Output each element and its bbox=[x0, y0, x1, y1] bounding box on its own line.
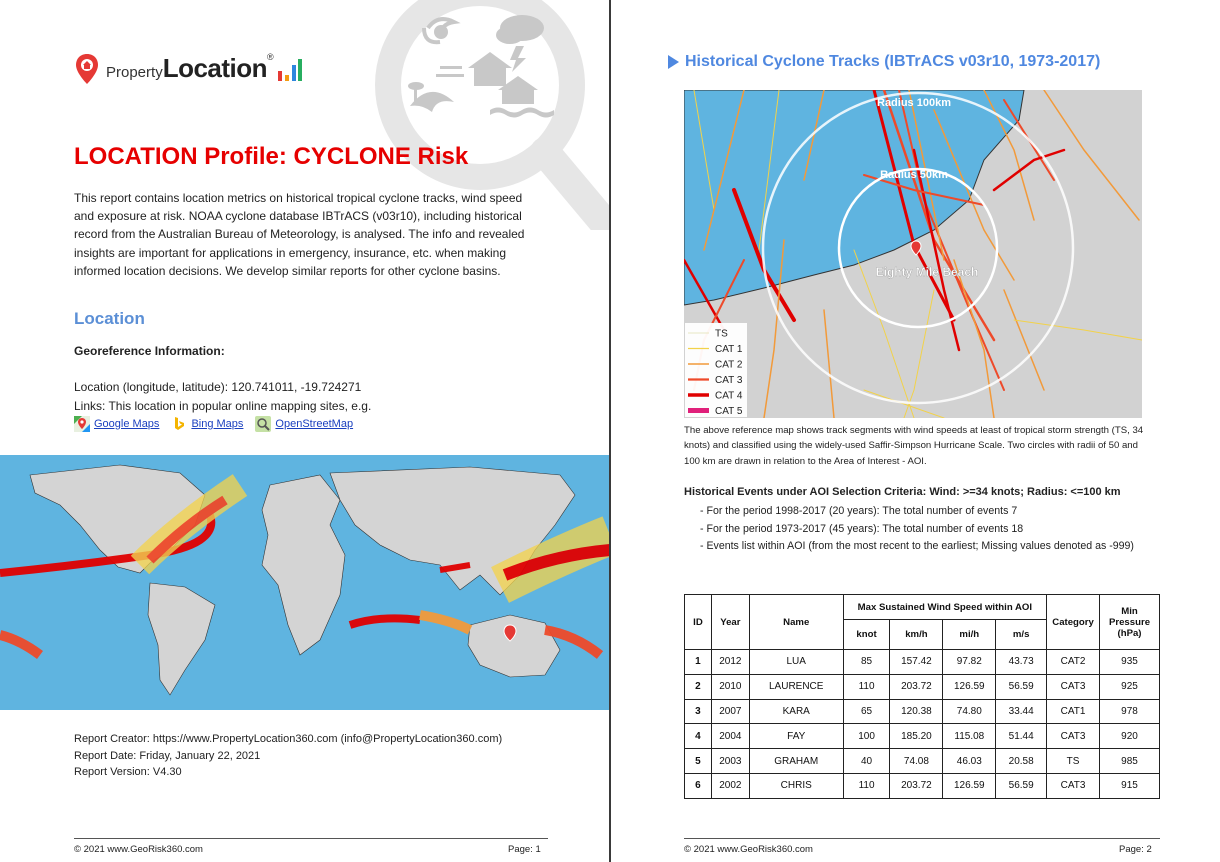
cell-kmh: 185.20 bbox=[890, 724, 943, 749]
bing-maps-link[interactable] bbox=[171, 416, 243, 432]
propertylocation-logo bbox=[76, 50, 302, 84]
col-header-id: ID bbox=[685, 595, 712, 650]
report-date: Report Date: Friday, January 22, 2021 bbox=[74, 749, 261, 762]
section-heading bbox=[668, 53, 1100, 71]
cell-year: 2012 bbox=[711, 650, 749, 675]
bing-maps-label: Bing Maps bbox=[191, 418, 244, 430]
legend-label: CAT 4 bbox=[715, 390, 743, 402]
section-heading-text: Historical Cyclone Tracks (IBTrACS v03r10, 1973-2017) bbox=[685, 53, 1101, 70]
footer-copyright: © 2021 www.GeoRisk360.com bbox=[684, 844, 813, 855]
events-summary-item: - For the period 1998-2017 (20 years): The total number of events 7 bbox=[700, 505, 1018, 517]
bing-icon bbox=[171, 416, 187, 432]
cell-id: 1 bbox=[685, 650, 712, 675]
cell-category: CAT2 bbox=[1047, 650, 1100, 675]
map-links bbox=[74, 416, 353, 432]
cell-name: LUA bbox=[749, 650, 843, 675]
col-header-knot: knot bbox=[843, 620, 890, 650]
events-summary-item: - For the period 1973-2017 (45 years): The total number of events 18 bbox=[700, 522, 1024, 535]
page-divider bbox=[609, 0, 611, 862]
cell-name: CHRIS bbox=[749, 773, 843, 798]
table-row bbox=[685, 749, 1160, 774]
cell-kmh: 74.08 bbox=[890, 749, 943, 774]
col-header-pressure: Min Pressure (hPa) bbox=[1100, 595, 1160, 650]
cell-id: 6 bbox=[685, 773, 712, 798]
cell-ms: 20.58 bbox=[996, 749, 1047, 774]
radius-50km-label: Radius 50km bbox=[880, 169, 948, 181]
regional-cyclone-tracks-map bbox=[684, 90, 1142, 418]
cell-id: 4 bbox=[685, 724, 712, 749]
cell-name: KARA bbox=[749, 699, 843, 724]
cell-kmh: 157.42 bbox=[890, 650, 943, 675]
events-summary-item: - Events list within AOI (from the most recent to the earliest; Missing values denoted as -999) bbox=[700, 540, 1134, 552]
cell-ms: 56.59 bbox=[996, 674, 1047, 699]
cell-knot: 110 bbox=[843, 674, 890, 699]
cell-kmh: 203.72 bbox=[890, 773, 943, 798]
cell-kmh: 120.38 bbox=[890, 699, 943, 724]
cell-knot: 100 bbox=[843, 724, 890, 749]
cell-mih: 126.59 bbox=[943, 674, 996, 699]
legend-label: CAT 3 bbox=[715, 375, 743, 386]
cell-knot: 110 bbox=[843, 773, 890, 798]
legend-label: CAT 5 bbox=[715, 406, 743, 417]
footer-page-number: Page: 2 bbox=[1119, 844, 1152, 855]
table-row bbox=[685, 724, 1160, 749]
col-header-name: Name bbox=[749, 595, 843, 650]
cell-mih: 126.59 bbox=[943, 773, 996, 798]
google-maps-icon bbox=[74, 416, 90, 432]
intro-paragraph: This report contains location metrics on historical tropical cyclone tracks, wind speed and exposure at risk. NOAA cyclone database IBTrACS (v03r10), including historical record from the Australian Bureau of Meteorology, is analysed. The info and revealed insights are important for applications in emergency, insurance, etc. when making informed location decisions. We develop similar reports for other cyclone basins. bbox=[74, 191, 525, 278]
col-header-mih: mi/h bbox=[943, 620, 996, 650]
cell-ms: 51.44 bbox=[996, 724, 1047, 749]
cell-category: CAT3 bbox=[1047, 724, 1100, 749]
cell-name: GRAHAM bbox=[749, 749, 843, 774]
footer-rule bbox=[74, 838, 548, 839]
openstreetmap-icon bbox=[255, 416, 271, 432]
cell-knot: 85 bbox=[843, 650, 890, 675]
world-cyclone-tracks-map bbox=[0, 455, 610, 710]
cell-kmh: 203.72 bbox=[890, 674, 943, 699]
logo-registered-mark: ® bbox=[267, 52, 274, 62]
col-header-wind-group: Max Sustained Wind Speed within AOI bbox=[843, 595, 1046, 620]
events-table bbox=[684, 594, 1160, 799]
footer-copyright: © 2021 www.GeoRisk360.com bbox=[74, 844, 203, 855]
col-header-kmh: km/h bbox=[890, 620, 943, 650]
footer-rule bbox=[684, 838, 1160, 839]
legend-label: CAT 1 bbox=[715, 344, 743, 355]
cell-pressure: 978 bbox=[1100, 699, 1160, 724]
cell-pressure: 920 bbox=[1100, 724, 1160, 749]
col-header-ms: m/s bbox=[996, 620, 1047, 650]
cell-name: LAURENCE bbox=[749, 674, 843, 699]
cell-ms: 33.44 bbox=[996, 699, 1047, 724]
table-row bbox=[685, 699, 1160, 724]
cell-mih: 46.03 bbox=[943, 749, 996, 774]
cell-pressure: 935 bbox=[1100, 650, 1160, 675]
cell-pressure: 985 bbox=[1100, 749, 1160, 774]
location-pin-icon bbox=[76, 54, 98, 84]
cell-category: TS bbox=[1047, 749, 1100, 774]
cell-mih: 74.80 bbox=[943, 699, 996, 724]
cell-knot: 65 bbox=[843, 699, 890, 724]
cell-year: 2007 bbox=[711, 699, 749, 724]
cell-id: 3 bbox=[685, 699, 712, 724]
cell-pressure: 925 bbox=[1100, 674, 1160, 699]
footer-page-number: Page: 1 bbox=[508, 844, 541, 855]
cell-category: CAT3 bbox=[1047, 674, 1100, 699]
events-table-body bbox=[685, 650, 1160, 799]
radius-100km-label: Radius 100km bbox=[877, 97, 951, 109]
place-label: Eighty Mile Beach bbox=[875, 265, 979, 279]
bar-chart-icon bbox=[276, 57, 302, 81]
cell-name: FAY bbox=[749, 724, 843, 749]
cell-knot: 40 bbox=[843, 749, 890, 774]
openstreetmap-link[interactable] bbox=[255, 416, 353, 432]
cell-ms: 43.73 bbox=[996, 650, 1047, 675]
page-title: LOCATION Profile: CYCLONE Risk bbox=[74, 143, 469, 170]
cell-mih: 97.82 bbox=[943, 650, 996, 675]
links-intro-text: Links: This location in popular online mapping sites, e.g. bbox=[74, 399, 372, 413]
col-header-year: Year bbox=[711, 595, 749, 650]
map-caption: The above reference map shows track segments with wind speeds at least of tropical storm strength (TS, 34 knots) and classified using the widely-used Saffir-Simpson Hurricane Scale. Two circles with radii of 50 and 100 km are drawn in relation to the Area of Interest - AOI. bbox=[684, 425, 1144, 467]
map-legend bbox=[685, 323, 747, 417]
cell-year: 2010 bbox=[711, 674, 749, 699]
cell-id: 2 bbox=[685, 674, 712, 699]
georeference-label: Georeference Information: bbox=[74, 344, 225, 358]
logo-text-property: Property bbox=[106, 64, 163, 81]
cell-mih: 115.08 bbox=[943, 724, 996, 749]
coordinates-text: Location (longitude, latitude): 120.741011, -19.724271 bbox=[74, 380, 362, 394]
report-info bbox=[74, 731, 502, 781]
google-maps-link[interactable] bbox=[74, 416, 159, 432]
table-row bbox=[685, 674, 1160, 699]
events-summary-list bbox=[700, 503, 1156, 556]
cell-pressure: 915 bbox=[1100, 773, 1160, 798]
play-arrow-icon bbox=[668, 55, 679, 69]
cell-category: CAT1 bbox=[1047, 699, 1100, 724]
cell-id: 5 bbox=[685, 749, 712, 774]
events-heading: Historical Events under AOI Selection Criteria: Wind: >=34 knots; Radius: <=100 km bbox=[684, 486, 1121, 498]
cell-year: 2003 bbox=[711, 749, 749, 774]
openstreetmap-label: OpenStreetMap bbox=[275, 418, 354, 430]
cell-ms: 56.59 bbox=[996, 773, 1047, 798]
report-creator: Report Creator: https://www.PropertyLocation360.com (info@PropertyLocation360.com) bbox=[74, 733, 503, 745]
col-header-category: Category bbox=[1047, 595, 1100, 650]
google-maps-label: Google Maps bbox=[94, 418, 160, 430]
cell-year: 2002 bbox=[711, 773, 749, 798]
wind-house-icon bbox=[436, 52, 512, 86]
legend-label: CAT 2 bbox=[715, 359, 743, 371]
location-heading: Location bbox=[74, 309, 145, 328]
table-row bbox=[685, 650, 1160, 675]
report-page-2 bbox=[612, 0, 1220, 862]
cell-year: 2004 bbox=[711, 724, 749, 749]
legend-label: TS bbox=[715, 328, 728, 340]
logo-text-location: Location bbox=[162, 53, 268, 83]
report-version: Report Version: V4.30 bbox=[74, 766, 182, 778]
table-row bbox=[685, 773, 1160, 798]
tsunami-icon bbox=[408, 82, 454, 112]
cell-category: CAT3 bbox=[1047, 773, 1100, 798]
